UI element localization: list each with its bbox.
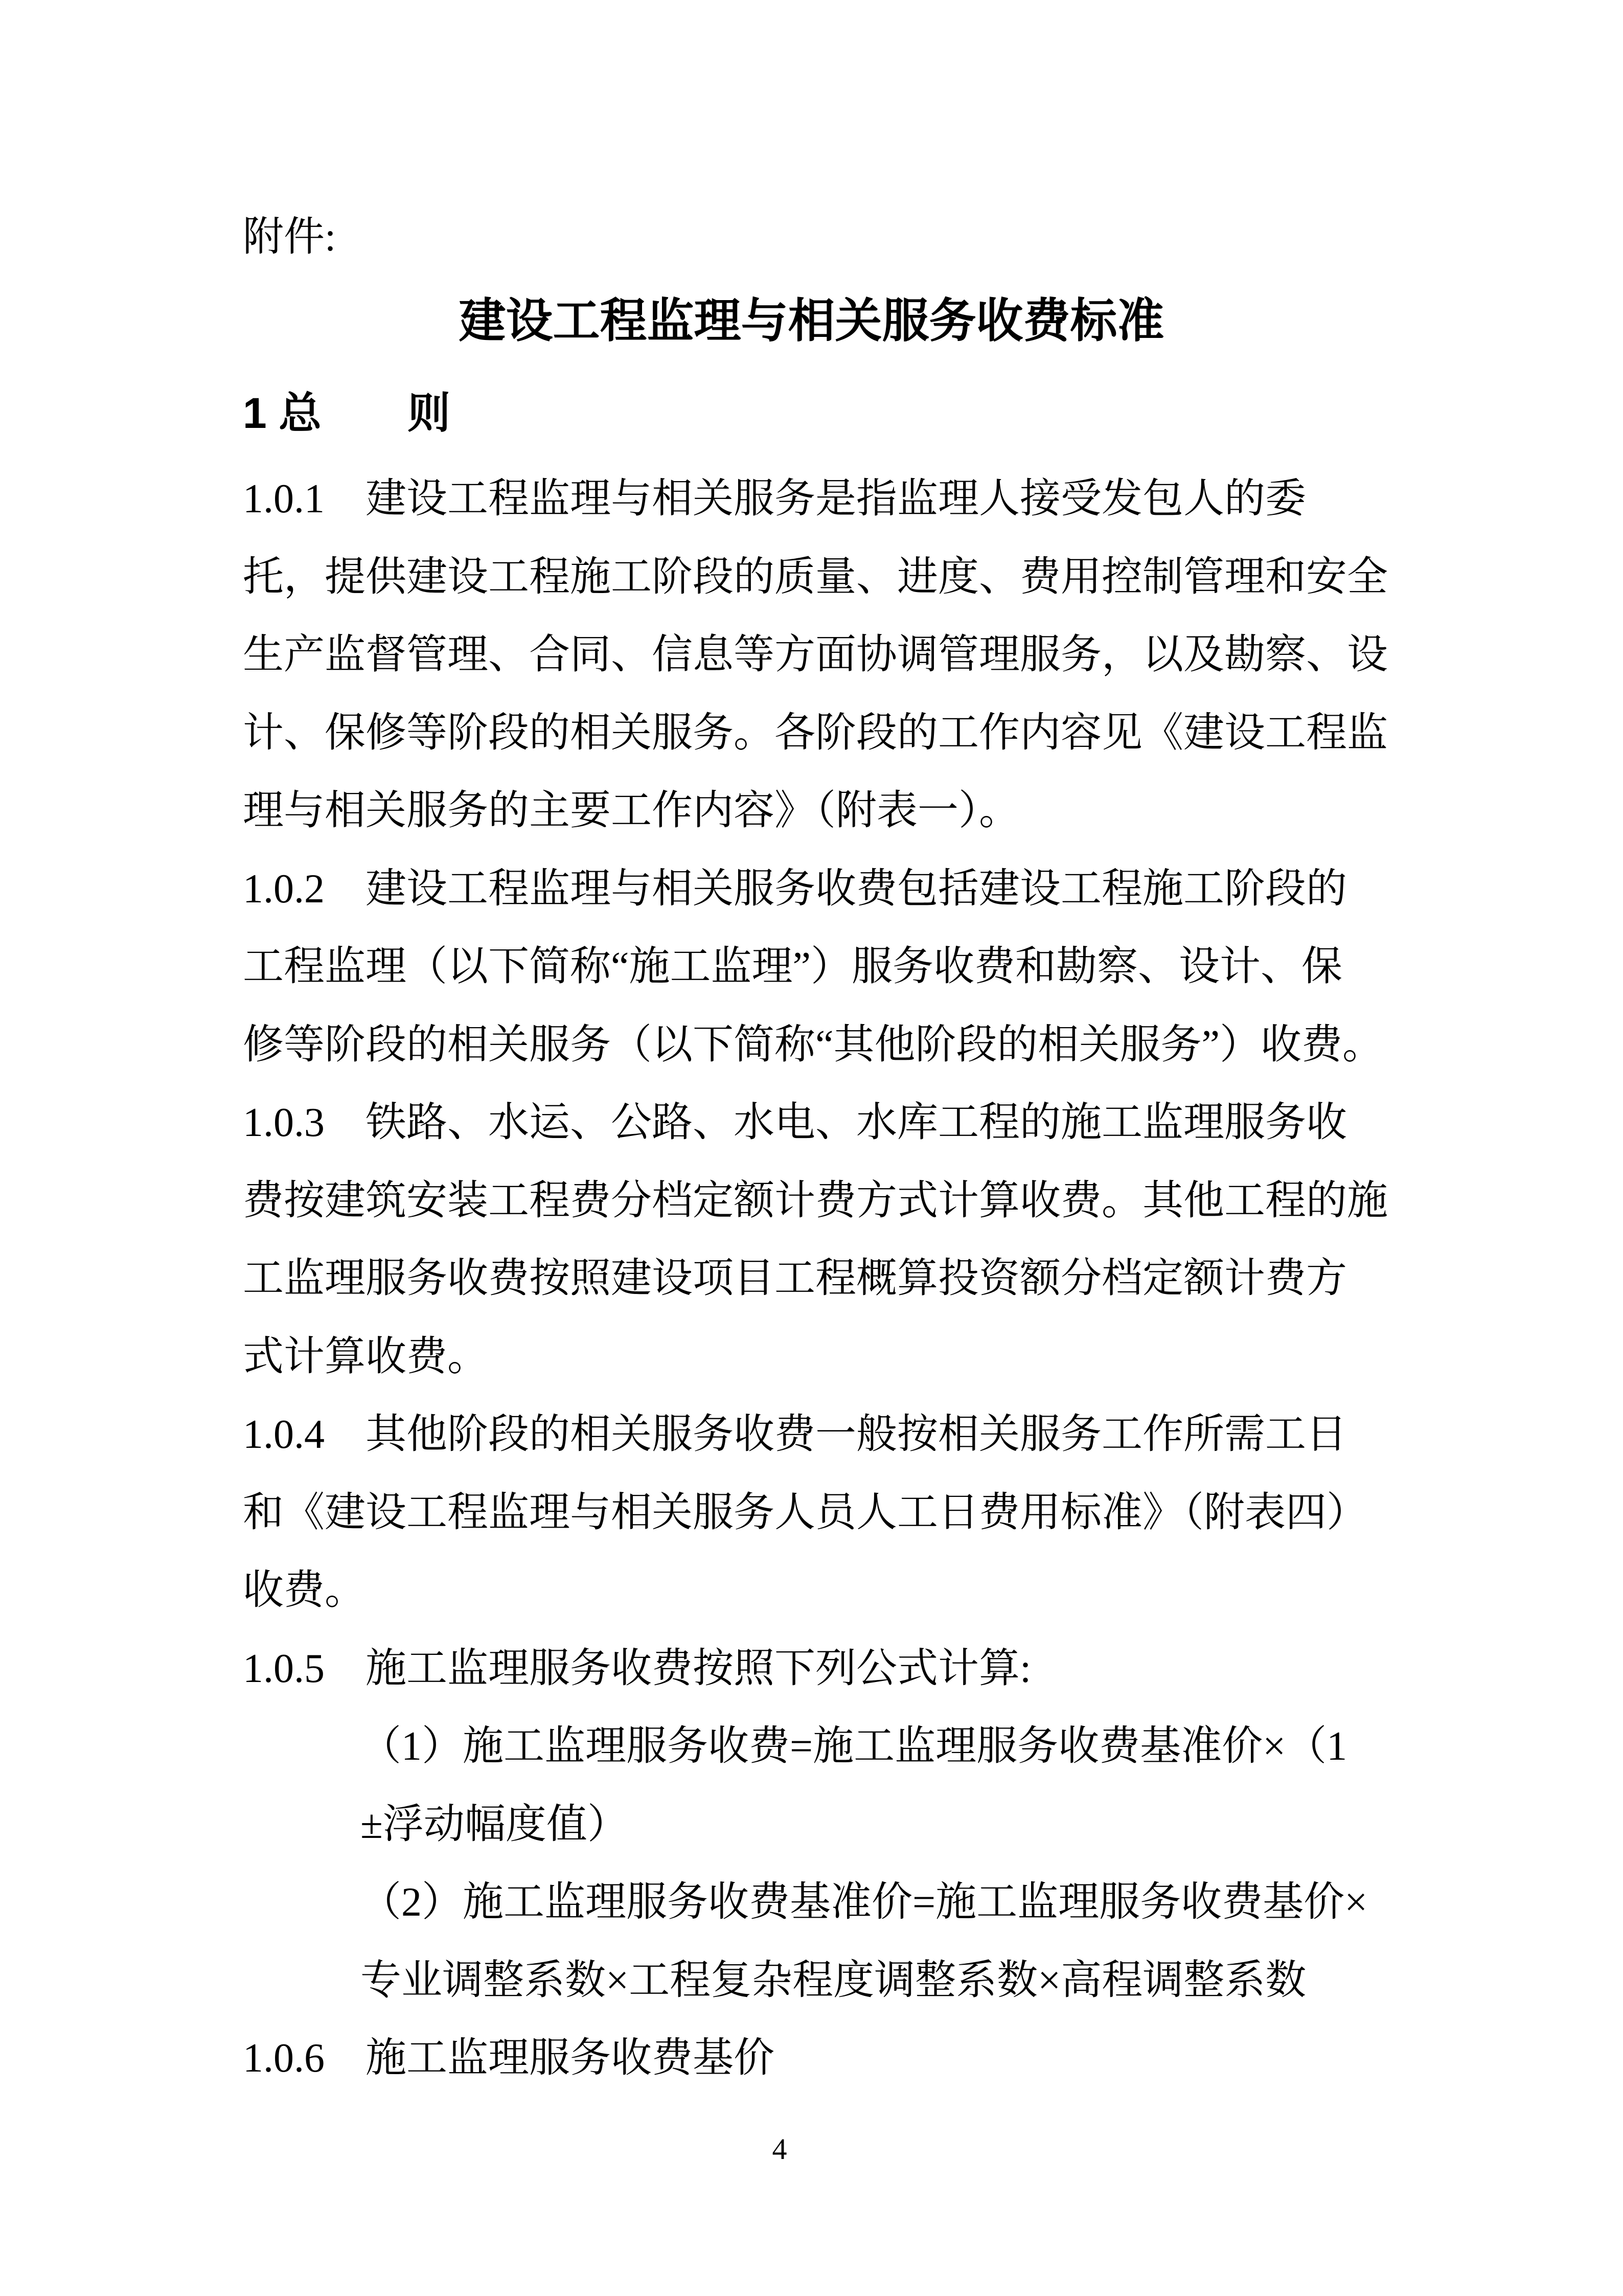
page-number: 4 bbox=[772, 2132, 787, 2166]
document-line: 工监理服务收费按照建设项目工程概算投资额分档定额计费方 bbox=[243, 1256, 1347, 1301]
document-line: 1.0.5 施工监理服务收费按照下列公式计算: bbox=[243, 1646, 1032, 1691]
document-line: 1.0.6 施工监理服务收费基价 bbox=[243, 2036, 774, 2081]
document-line: 费按建筑安装工程费分档定额计费方式计算收费。其他工程的施 bbox=[243, 1178, 1388, 1223]
document-line: 修等阶段的相关服务（以下简称“其他阶段的相关服务”）收费。 bbox=[243, 1022, 1384, 1067]
attachment-label: 附件: bbox=[243, 215, 336, 260]
document-line: （1）施工监理服务收费=施工监理服务收费基准价×（1 bbox=[360, 1724, 1347, 1769]
document-line: 专业调整系数×工程复杂程度调整系数×高程调整系数 bbox=[360, 1958, 1307, 2003]
document-title: 建设工程监理与相关服务收费标准 bbox=[459, 295, 1164, 347]
document-line: 1.0.4 其他阶段的相关服务收费一般按相关服务工作所需工日 bbox=[243, 1412, 1347, 1457]
document-line: 和《建设工程监理与相关服务人员人工日费用标准》（附表四） bbox=[243, 1490, 1367, 1535]
document-line: 1.0.1 建设工程监理与相关服务是指监理人接受发包人的委 bbox=[243, 476, 1306, 521]
body-text bbox=[243, 460, 1388, 2098]
document-line: 托，提供建设工程施工阶段的质量、进度、费用控制管理和安全 bbox=[243, 554, 1388, 600]
document-line: 工程监理（以下简称“施工监理”）服务收费和勘察、设计、保 bbox=[243, 944, 1343, 989]
document-line: 理与相关服务的主要工作内容》（附表一）。 bbox=[243, 788, 1020, 833]
document-line: 1.0.3 铁路、水运、公路、水电、水库工程的施工监理服务收 bbox=[243, 1100, 1347, 1145]
document-line: 收费。 bbox=[243, 1568, 365, 1613]
document-line: ±浮动幅度值） bbox=[360, 1802, 628, 1847]
document-line: 计、保修等阶段的相关服务。各阶段的工作内容见《建设工程监 bbox=[243, 710, 1388, 756]
document-line: （2）施工监理服务收费基准价=施工监理服务收费基价× bbox=[360, 1880, 1368, 1925]
document-line: 1.0.2 建设工程监理与相关服务收费包括建设工程施工阶段的 bbox=[243, 866, 1347, 912]
document-line: 生产监督管理、合同、信息等方面协调管理服务，以及勘察、设 bbox=[243, 632, 1388, 677]
document-line: 式计算收费。 bbox=[243, 1334, 488, 1379]
section-heading: 1 总 则 bbox=[243, 389, 451, 437]
